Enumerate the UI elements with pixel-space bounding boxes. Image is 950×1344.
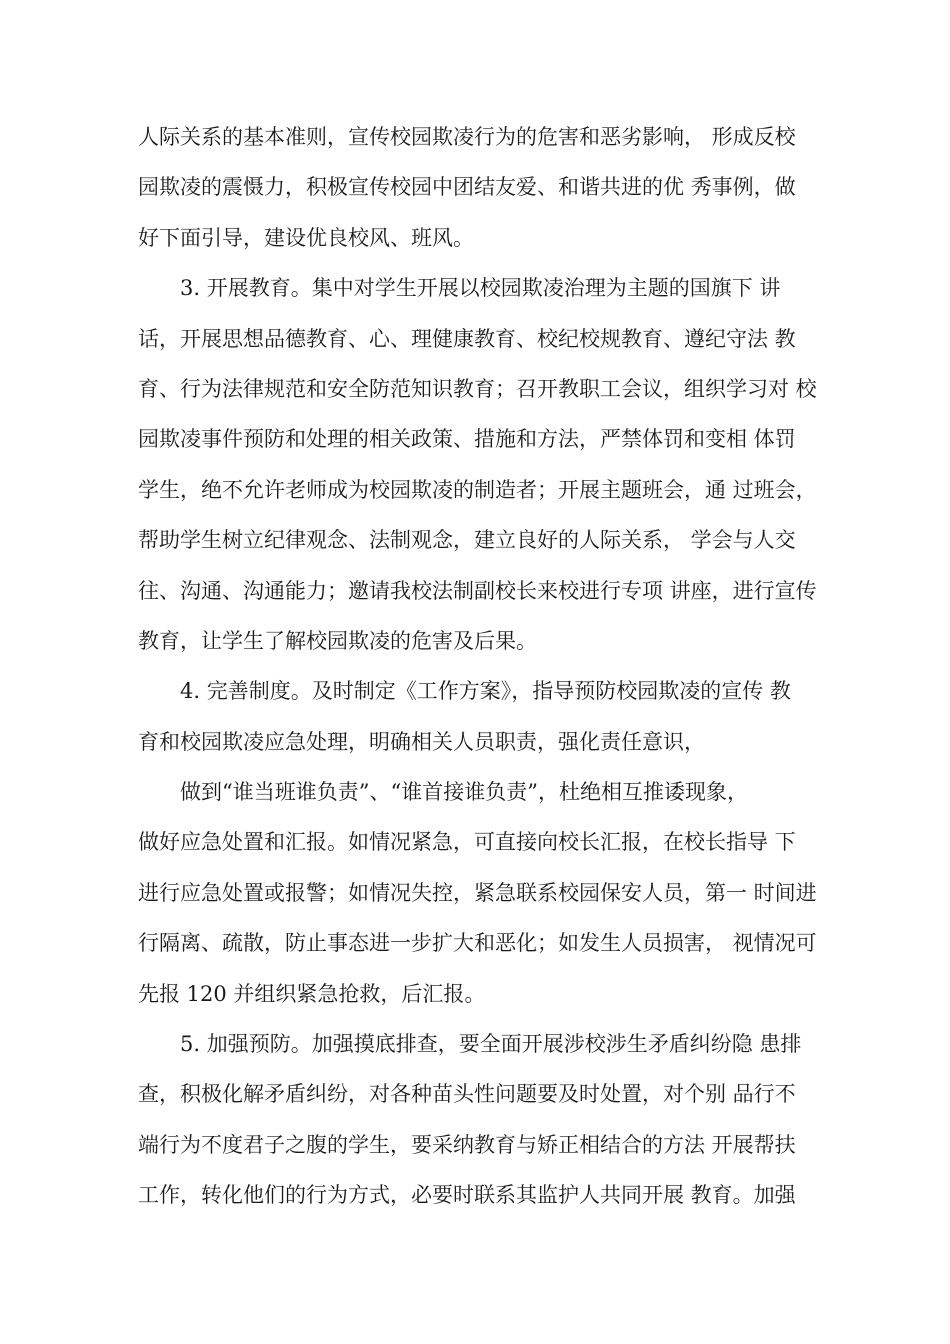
text-line: 园欺凌事件预防和处理的相关政策、措施和方法，严禁体罚和变相 体罚 bbox=[138, 427, 796, 452]
text-line: 好下面引导，建设优良校风、班风。 bbox=[138, 225, 474, 250]
text-line: 育和校园欺凌应急处理，明确相关人员职责，强化责任意识， bbox=[138, 729, 705, 754]
text-line: 行隔离、疏散，防止事态进一步扩大和恶化；如发生人员损害， 视情况可 bbox=[138, 931, 817, 956]
text-line: 话，开展思想品德教育、心、理健康教育、校纪校规教育、遵纪守法 教 bbox=[138, 326, 796, 351]
text-line: 人际关系的基本准则，宣传校园欺凌行为的危害和恶劣影响， 形成反校 bbox=[138, 125, 796, 149]
text-line: 做好应急处置和汇报。如情况紧急，可直接向校长汇报，在校长指导 下 bbox=[138, 830, 796, 855]
text-line: 做到“谁当班谁负责”、“谁首接谁负责”，杜绝相互推诿现象， bbox=[138, 780, 748, 805]
text-line: 3. 开展教育。集中对学生开展以校园欺凌治理为主题的国旗下 讲 bbox=[138, 276, 781, 301]
text-line: 教育，让学生了解校园欺凌的危害及后果。 bbox=[138, 628, 537, 653]
text-line: 园欺凌的震慑力，积极宣传校园中团结友爱、和谐共进的优 秀事例，做 bbox=[138, 175, 796, 200]
text-line: 先报 120 并组织紧急抢救，后汇报。 bbox=[138, 981, 486, 1006]
text-line: 端行为不度君子之腹的学生，要采纳教育与矫正相结合的方法 开展帮扶 bbox=[138, 1132, 796, 1157]
text-line: 查，积极化解矛盾纠纷，对各种苗头性问题要及时处置，对个别 品行不 bbox=[138, 1082, 796, 1107]
text-line: 帮助学生树立纪律观念、法制观念，建立良好的人际关系， 学会与人交 bbox=[138, 528, 796, 553]
text-line: 学生，绝不允许老师成为校园欺凌的制造者；开展主题班会，通 过班会， bbox=[138, 477, 817, 502]
text-line: 往、沟通、沟通能力；邀请我校法制副校长来校进行专项 讲座，进行宣传 bbox=[138, 578, 817, 603]
text-line: 5. 加强预防。加强摸底排查，要全面开展涉校涉生矛盾纠纷隐 患排 bbox=[138, 1032, 802, 1057]
document-body bbox=[138, 112, 828, 1221]
text-line: 进行应急处置或报警；如情况失控，紧急联系校园保安人员，第一 时间进 bbox=[138, 880, 817, 905]
text-line: 4. 完善制度。及时制定《工作方案》，指导预防校园欺凌的宣传 教 bbox=[138, 679, 791, 704]
text-line: 工作，转化他们的行为方式，必要时联系其监护人共同开展 教育。加强 bbox=[138, 1183, 796, 1208]
text-line: 育、行为法律规范和安全防范知识教育；召开教职工会议，组织学习对 校 bbox=[138, 376, 817, 401]
